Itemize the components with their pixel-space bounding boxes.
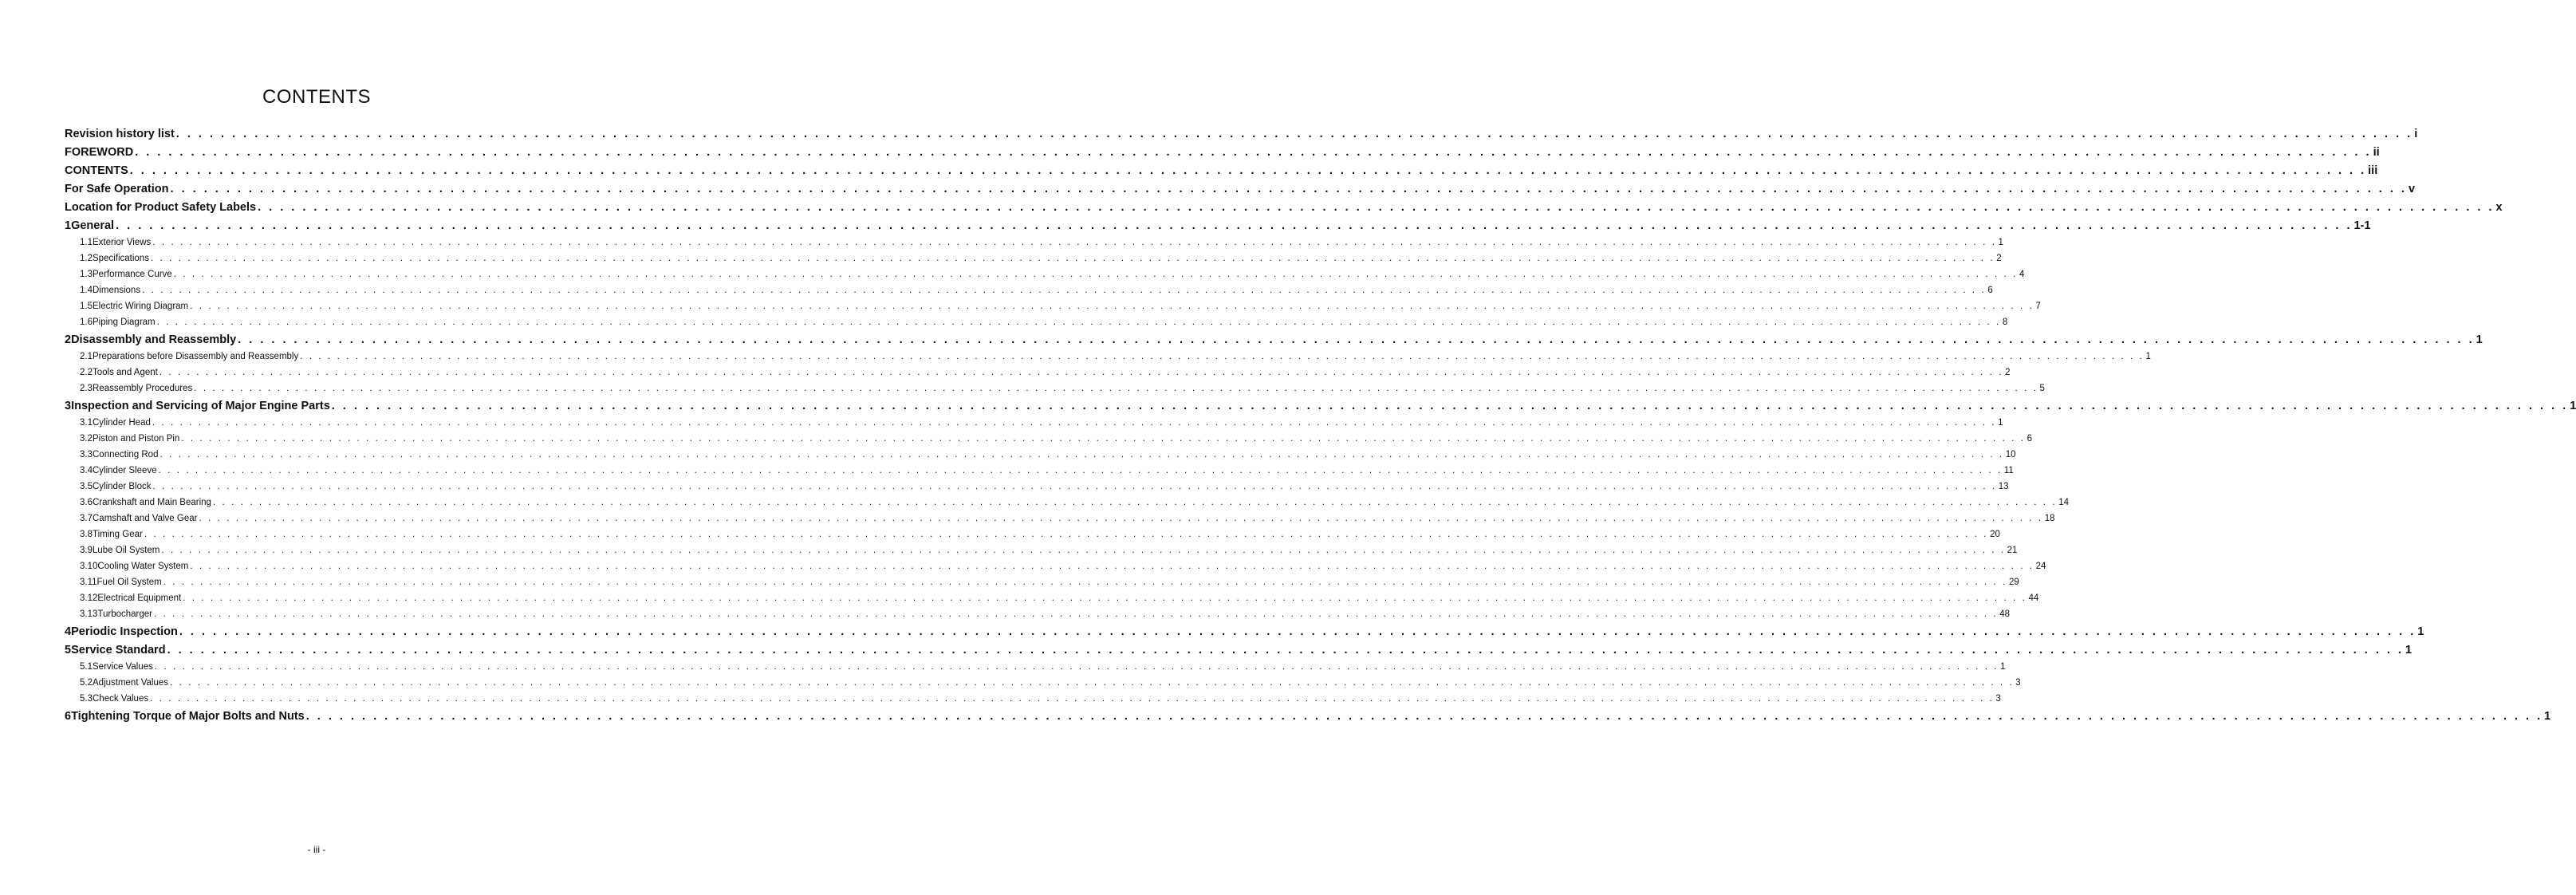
toc-entry-number: 2.2 bbox=[80, 368, 93, 377]
toc-entry-number: 1.2 bbox=[80, 254, 93, 263]
toc-entry-title: Exterior Views bbox=[93, 238, 152, 247]
toc-entry-page: 6 bbox=[2027, 434, 2032, 444]
toc-entry-page: 3 bbox=[1995, 694, 2001, 704]
toc-entry-page: 1 bbox=[1998, 418, 2003, 428]
dot-leader: . . . . . . . . . . . . . . . . . . . . . . . . . . . . . . . . . . . . . . . . . . . . . . . . . . . . . . . . . . . . . . . . . . . . . . . . . . . . . . . . . . . . . . . . . . . . . . . . . . . . . . . . . . . . . . . . . . . . . . . . . . . . . . . . . . . . . . . . . . . . . . . . . . . . . . . . . . . . . . . . . . . . . . . . . . . . . . . . . . . . . . . . . . . . . . . . . . . . . . . . bbox=[190, 562, 2034, 571]
toc-entry-title: Check Values bbox=[93, 694, 149, 704]
toc-entry-title: Tightening Torque of Major Bolts and Nuts bbox=[71, 710, 305, 723]
toc-entry-title: Location for Product Safety Labels bbox=[65, 201, 257, 214]
toc-entry[interactable] bbox=[65, 286, 1993, 302]
dot-leader: . . . . . . . . . . . . . . . . . . . . . . . . . . . . . . . . . . . . . . . . . . . . . . . . . . . . . . . . . . . . . . . . . . . . . . . . . . . . . . . . . . . . . . . . . . . . . . . . . . . . . . . . . . . . . . . . . . . . . . . . . . . . . . . . . . . . . . . . . . . . . . . . . . . . . . . . . . . . . . . . . . . . . . . . . . . . . . . . . . . . . . . . . . . . . . . . . . . . . . . . bbox=[152, 238, 1997, 247]
page-title: CONTENTS bbox=[262, 86, 371, 108]
dot-leader: . . . . . . . . . . . . . . . . . . . . . . . . . . . . . . . . . . . . . . . . . . . . . . . . . . . . . . . . . . . . . . . . . . . . . . . . . . . . . . . . . . . . . . . . . . . . . . . . . . . . . . . . . . . . . . . . . . . . . . . . . . . . . . . . . . . . . . . . . . . . . . . . . . . . . . . . . . . . . . . . . . . . . . . . . . . . . . . . . . . . . . . . . . . . . . . . . . . . . . . . bbox=[142, 286, 1987, 295]
dot-leader: . . . . . . . . . . . . . . . . . . . . . . . . . . . . . . . . . . . . . . . . . . . . . . . . . . . . . . . . . . . . . . . . . . . . . . . . . . . . . . . . . . . . . . . . . . . . . . . . . . . . . . . . . . . . . . . . . . . . . . . . . . . . . . . . . . . . . . . . . . . . . . . . . . . . . . . . . . . . . . . . . . . . . . . . . . . . . . . . . . . . . . . . . . . . . . . . . . . . . . . . bbox=[181, 434, 2026, 444]
toc-entry-title: Cylinder Head bbox=[93, 418, 151, 428]
toc-entry[interactable] bbox=[65, 352, 2151, 368]
toc-entry[interactable] bbox=[65, 164, 2378, 183]
toc-entry[interactable] bbox=[65, 333, 2483, 352]
toc-entry-number: 1.5 bbox=[80, 302, 93, 311]
dot-leader: . . . . . . . . . . . . . . . . . . . . . . . . . . . . . . . . . . . . . . . . . . . . . . . . . . . . . . . . . . . . . . . . . . . . . . . . . . . . . . . . . . . . . . . . . . . . . . . . . . . . . . . . . . . . . . . . . . . . . . . . . . . . . . . . . . . . . . . . . . . . . . . . . . . . . . . . . . . . . . . . . . . . . . . . . . . . . . . . . . . . . . . . . . . . . . . . . . . . . . . . bbox=[159, 368, 2004, 377]
toc-entry-page: 29 bbox=[2008, 578, 2019, 587]
toc-entry-number: 3.12 bbox=[80, 593, 98, 603]
dot-leader: . . . . . . . . . . . . . . . . . . . . . . . . . . . . . . . . . . . . . . . . . . . . . . . . . . . . . . . . . . . . . . . . . . . . . . . . . . . . . . . . . . . . . . . . . . . . . . . . . . . . . . . . . . . . . . . . . . . . . . . . . . . . . . . . . . . . . . . . . . . . . . . . . . . . . . . . . . . . . . . . . . . . . . . . . . . . . . . . . . . . . . . . . . . . . . . . . . . . . . . . bbox=[300, 352, 2145, 361]
toc-entry-number: 3.8 bbox=[80, 530, 93, 539]
toc-entry-page: 2 bbox=[1996, 254, 2002, 263]
toc-entry-number: 3.4 bbox=[80, 466, 93, 475]
toc-entry-number: 5 bbox=[65, 644, 72, 656]
toc-entry-page: 18 bbox=[2044, 514, 2055, 523]
dot-leader: . . . . . . . . . . . . . . . . . . . . . . . . . . . . . . . . . . . . . . . . . . . . . . . . . . . . . . . . . . . . . . . . . . . . . . . . . . . . . . . . . . . . . . . . . . . . . . . . . . . . . . . . . . . . . . . . . . . . . . . . . . . . . . . . . . . . . . . . . . . . . . . . . . . . . . . . . . . . . . . . . . . . . . . . . . . . . . . . . . . . . . . . . . . . . . . . . . . . . . . . bbox=[154, 662, 1999, 672]
toc-entry-title: Electrical Equipment bbox=[97, 593, 182, 603]
toc-entry-number: 3.13 bbox=[80, 609, 98, 619]
toc-entry-number: 3.11 bbox=[80, 578, 97, 587]
toc-entry[interactable] bbox=[65, 609, 2011, 625]
dot-leader: . . . . . . . . . . . . . . . . . . . . . . . . . . . . . . . . . . . . . . . . . . . . . . . . . . . . . . . . . . . . . . . . . . . . . . . . . . . . . . . . . . . . . . . . . . . . . . . . . . . . . . . . . . . . . . . . . . . . . . . . . . . . . . . . . . . . . . . . . . . . . . . . . . . . . . . . . . . . . . . . . . . . . . . . . . . . . . . . . . . . . . . . . . . . . . . . . . . . . . . . bbox=[158, 466, 2003, 475]
toc-entry[interactable] bbox=[65, 434, 2032, 450]
toc-entry-title: Turbocharger bbox=[97, 609, 152, 619]
toc-entry[interactable] bbox=[65, 562, 2046, 578]
toc-entry-page: 1 bbox=[2570, 400, 2576, 412]
toc-entry[interactable] bbox=[65, 302, 2041, 317]
toc-entry-number: 3 bbox=[65, 400, 72, 412]
toc-entry-title: Cooling Water System bbox=[97, 562, 189, 571]
toc-entry-number: 5.2 bbox=[80, 678, 93, 688]
toc-entry-page: x bbox=[2495, 201, 2503, 214]
dot-leader: . . . . . . . . . . . . . . . . . . . . . . . . . . . . . . . . . . . . . . . . . . . . . . . . . . . . . . . . . . . . . . . . . . . . . . . . . . . . . . . . . . . . . . . . . . . . . . . . . . . . . . . . . . . . . . . . . . . . . . . . . . . . . . . . . . . . . . . . . . . . . . . . . . . . . . . . . . . . . . . . . . . . . . . . . . . . . . . . . . . . . . . . . . . . . . . . . . . . . . . . bbox=[150, 254, 1995, 263]
toc-entry-number: 1.4 bbox=[80, 286, 93, 295]
dot-leader: . . . . . . . . . . . . . . . . . . . . . . . . . . . . . . . . . . . . . . . . . . . . . . . . . . . . . . . . . . . . . . . . . . . . . . . . . . . . . . . . . . . . . . . . . . . . . . . . . . . . . . . . . . . . . . . . . . . . . . . . . . . . . . . . . . . . . . . . . . . . . . . . . . . . . . . . . . . . . . . . . . . . . . . . . . . . . . . . . . . . . . . . . . . . . . . . . . . . . . . . bbox=[163, 578, 2007, 587]
toc-entry-page: 1 bbox=[2000, 662, 2006, 672]
dot-leader: . . . . . . . . . . . . . . . . . . . . . . . . . . . . . . . . . . . . . . . . . . . . . . . . . . . . . . . . . . . . . . . . . . . . . . . . . . . . . . . . . . . . . . . . . . . . . . . . . . . . . . . . . . . . . . . . . . . . . . . . . . . . . . . . . . . . . . . . . . . . . . . . . . . . . . . . . . . . . . . . . . . . . . . . . . . . . . . . . . . . . . . . . . . . . . . . . . . . . . . . bbox=[167, 644, 2404, 656]
toc-entry-title: Preparations before Disassembly and Reassembly bbox=[93, 352, 299, 361]
toc-entry-number: 1.3 bbox=[80, 270, 93, 279]
toc-entry-page: i bbox=[2414, 128, 2418, 140]
toc-entry-number: 1.6 bbox=[80, 317, 93, 327]
toc-entry-number: 3.6 bbox=[80, 498, 93, 507]
toc-entry[interactable] bbox=[65, 578, 2019, 593]
toc-entry-title: Reassembly Procedures bbox=[93, 384, 193, 393]
toc-entry-page: ii bbox=[2373, 146, 2380, 159]
toc-entry-page: 21 bbox=[2007, 546, 2018, 555]
dot-leader: . . . . . . . . . . . . . . . . . . . . . . . . . . . . . . . . . . . . . . . . . . . . . . . . . . . . . . . . . . . . . . . . . . . . . . . . . . . . . . . . . . . . . . . . . . . . . . . . . . . . . . . . . . . . . . . . . . . . . . . . . . . . . . . . . . . . . . . . . . . . . . . . . . . . . . . . . . . . . . . . . . . . . . . . . . . . . . . . . . . . . . . . . . . . . . . . . . . . . . . . bbox=[194, 384, 2038, 393]
toc-entry-number: 3.2 bbox=[80, 434, 93, 444]
toc-entry-number: 3.5 bbox=[80, 482, 93, 491]
toc-entry-page: 14 bbox=[2058, 498, 2069, 507]
toc-entry-page: 5 bbox=[2039, 384, 2045, 393]
dot-leader: . . . . . . . . . . . . . . . . . . . . . . . . . . . . . . . . . . . . . . . . . . . . . . . . . . . . . . . . . . . . . . . . . . . . . . . . . . . . . . . . . . . . . . . . . . . . . . . . . . . . . . . . . . . . . . . . . . . . . . . . . . . . . . . . . . . . . . . . . . . . . . . . . . . . . . . . . . . . . . . . . . . . . . . . . . . . . . . . . . . . . . . . . . . . . . . . . . . . . . . . bbox=[152, 482, 1997, 491]
toc-entry-number: 3.1 bbox=[80, 418, 93, 428]
dot-leader: . . . . . . . . . . . . . . . . . . . . . . . . . . . . . . . . . . . . . . . . . . . . . . . . . . . . . . . . . . . . . . . . . . . . . . . . . . . . . . . . . . . . . . . . . . . . . . . . . . . . . . . . . . . . . . . . . . . . . . . . . . . . . . . . . . . . . . . . . . . . . . . . . . . . . . . . . . . . . . . . . . . . . . . . . . . . . . . . . . . . . . . . . . . . . . . . . . . . . . . . bbox=[152, 418, 1997, 428]
dot-leader: . . . . . . . . . . . . . . . . . . . . . . . . . . . . . . . . . . . . . . . . . . . . . . . . . . . . . . . . . . . . . . . . . . . . . . . . . . . . . . . . . . . . . . . . . . . . . . . . . . . . . . . . . . . . . . . . . . . . . . . . . . . . . . . . . . . . . . . . . . . . . . . . . . . . . . . . . . . . . . . . . . . . . . . . . . . . . . . . . . . . . . . . . . . . . . . . . . . . . . . . bbox=[156, 317, 2001, 327]
dot-leader: . . . . . . . . . . . . . . . . . . . . . . . . . . . . . . . . . . . . . . . . . . . . . . . . . . . . . . . . . . . . . . . . . . . . . . . . . . . . . . . . . . . . . . . . . . . . . . . . . . . . . . . . . . . . . . . . . . . . . . . . . . . . . . . . . . . . . . . . . . . . . . . . . . . . . . . . . . . . . . . . . . . . . . . . . . . . . . . . . . . . . . . . . . . . . . . . . . . . . . . . bbox=[173, 270, 2018, 279]
dot-leader: . . . . . . . . . . . . . . . . . . . . . . . . . . . . . . . . . . . . . . . . . . . . . . . . . . . . . . . . . . . . . . . . . . . . . . . . . . . . . . . . . . . . . . . . . . . . . . . . . . . . . . . . . . . . . . . . . . . . . . . . . . . . . . . . . . . . . . . . . . . . . . . . . . . . . . . . . . . . . . . . . . . . . . . . . . . . . . . . . . . . . . . . . . . . . . . . . . . . . . . . bbox=[150, 694, 1995, 704]
toc-entry-number: 6 bbox=[65, 710, 72, 723]
toc-entry-page: 8 bbox=[2002, 317, 2008, 327]
toc-entry[interactable] bbox=[65, 317, 2008, 333]
toc-entry-title: Service Values bbox=[93, 662, 153, 672]
toc-entry-page: 24 bbox=[2035, 562, 2046, 571]
toc-entry-page: 2 bbox=[2005, 368, 2011, 377]
toc-entry[interactable] bbox=[65, 219, 2371, 238]
toc-entry[interactable] bbox=[65, 644, 2413, 662]
toc-entry[interactable] bbox=[65, 530, 2000, 546]
toc-entry-title: Periodic Inspection bbox=[71, 625, 178, 638]
toc-entry[interactable] bbox=[65, 678, 2021, 694]
dot-leader: . . . . . . . . . . . . . . . . . . . . . . . . . . . . . . . . . . . . . . . . . . . . . . . . . . . . . . . . . . . . . . . . . . . . . . . . . . . . . . . . . . . . . . . . . . . . . . . . . . . . . . . . . . . . . . . . . . . . . . . . . . . . . . . . . . . . . . . . . . . . . . . . . . . . . . . . . . . . . . . . . . . . . . . . . . . . . . . . . . . . . . . . . . . . . . . . . . . . . . . . bbox=[331, 400, 2569, 412]
toc-entry[interactable] bbox=[65, 466, 2014, 482]
toc-entry-page: 4 bbox=[2019, 270, 2025, 279]
toc-entry-number: 1 bbox=[65, 219, 72, 232]
toc-entry-title: Tools and Agent bbox=[93, 368, 158, 377]
toc-entry[interactable] bbox=[65, 498, 2069, 514]
dot-leader: . . . . . . . . . . . . . . . . . . . . . . . . . . . . . . . . . . . . . . . . . . . . . . . . . . . . . . . . . . . . . . . . . . . . . . . . . . . . . . . . . . . . . . . . . . . . . . . . . . . . . . . . . . . . . . . . . . . . . . . . . . . . . . . . . . . . . . . . . . . . . . . . . . . . . . . . . . . . . . . . . . . . . . . . . . . . . . . . . . . . . . . . . . . . . . . . . . . . . . . . bbox=[129, 164, 2367, 177]
toc-entry[interactable] bbox=[65, 710, 2551, 728]
toc-entry-page: v bbox=[2408, 183, 2416, 195]
dot-leader: . . . . . . . . . . . . . . . . . . . . . . . . . . . . . . . . . . . . . . . . . . . . . . . . . . . . . . . . . . . . . . . . . . . . . . . . . . . . . . . . . . . . . . . . . . . . . . . . . . . . . . . . . . . . . . . . . . . . . . . . . . . . . . . . . . . . . . . . . . . . . . . . . . . . . . . . . . . . . . . . . . . . . . . . . . . . . . . . . . . . . . . . . . . . . . . . . . . . . . . . bbox=[305, 710, 2543, 723]
toc-entry[interactable] bbox=[65, 201, 2503, 219]
toc-entry-title: FOREWORD bbox=[65, 146, 134, 159]
dot-leader: . . . . . . . . . . . . . . . . . . . . . . . . . . . . . . . . . . . . . . . . . . . . . . . . . . . . . . . . . . . . . . . . . . . . . . . . . . . . . . . . . . . . . . . . . . . . . . . . . . . . . . . . . . . . . . . . . . . . . . . . . . . . . . . . . . . . . . . . . . . . . . . . . . . . . . . . . . . . . . . . . . . . . . . . . . . . . . . . . . . . . . . . . . . . . . . . . . . . . . . . bbox=[190, 302, 2034, 311]
dot-leader: . . . . . . . . . . . . . . . . . . . . . . . . . . . . . . . . . . . . . . . . . . . . . . . . . . . . . . . . . . . . . . . . . . . . . . . . . . . . . . . . . . . . . . . . . . . . . . . . . . . . . . . . . . . . . . . . . . . . . . . . . . . . . . . . . . . . . . . . . . . . . . . . . . . . . . . . . . . . . . . . . . . . . . . . . . . . . . . . . . . . . . . . . . . . . . . . . . . . . . . . bbox=[161, 546, 2006, 555]
toc-entry-page: 3 bbox=[2015, 678, 2021, 688]
toc-entry-number: 4 bbox=[65, 625, 72, 638]
toc-entry-number: 5.1 bbox=[80, 662, 93, 672]
toc-entry[interactable] bbox=[65, 593, 2039, 609]
table-of-contents bbox=[65, 128, 2576, 728]
toc-entry-number: 2 bbox=[65, 333, 72, 346]
toc-entry-title: Service Standard bbox=[71, 644, 166, 656]
toc-entry[interactable] bbox=[65, 368, 2011, 384]
toc-entry-page: 1 bbox=[2145, 352, 2151, 361]
toc-entry-page: 10 bbox=[2005, 450, 2016, 459]
toc-entry[interactable] bbox=[65, 238, 2003, 254]
toc-entry-title: Performance Curve bbox=[93, 270, 172, 279]
toc-entry-page: 6 bbox=[1987, 286, 1993, 295]
toc-entry-title: Inspection and Servicing of Major Engine Parts bbox=[71, 400, 330, 412]
toc-entry-page: 1 bbox=[1998, 238, 2003, 247]
toc-entry[interactable] bbox=[65, 514, 2055, 530]
toc-entry[interactable] bbox=[65, 270, 2025, 286]
dot-leader: . . . . . . . . . . . . . . . . . . . . . . . . . . . . . . . . . . . . . . . . . . . . . . . . . . . . . . . . . . . . . . . . . . . . . . . . . . . . . . . . . . . . . . . . . . . . . . . . . . . . . . . . . . . . . . . . . . . . . . . . . . . . . . . . . . . . . . . . . . . . . . . . . . . . . . . . . . . . . . . . . . . . . . . . . . . . . . . . . . . . . . . . . . . . . . . . . . . . . . . . bbox=[160, 450, 2004, 459]
toc-entry-number: 2.3 bbox=[80, 384, 93, 393]
toc-entry-title: Disassembly and Reassembly bbox=[71, 333, 237, 346]
toc-entry[interactable] bbox=[65, 662, 2006, 678]
toc-entry-page: 11 bbox=[2003, 466, 2014, 475]
page-number-footer: - iii - bbox=[307, 844, 326, 855]
dot-leader: . . . . . . . . . . . . . . . . . . . . . . . . . . . . . . . . . . . . . . . . . . . . . . . . . . . . . . . . . . . . . . . . . . . . . . . . . . . . . . . . . . . . . . . . . . . . . . . . . . . . . . . . . . . . . . . . . . . . . . . . . . . . . . . . . . . . . . . . . . . . . . . . . . . . . . . . . . . . . . . . . . . . . . . . . . . . . . . . . . . . . . . . . . . . . . . . . . . . . . . . bbox=[154, 609, 1999, 619]
toc-entry-number: 3.3 bbox=[80, 450, 93, 459]
toc-entry-title: Specifications bbox=[93, 254, 149, 263]
dot-leader: . . . . . . . . . . . . . . . . . . . . . . . . . . . . . . . . . . . . . . . . . . . . . . . . . . . . . . . . . . . . . . . . . . . . . . . . . . . . . . . . . . . . . . . . . . . . . . . . . . . . . . . . . . . . . . . . . . . . . . . . . . . . . . . . . . . . . . . . . . . . . . . . . . . . . . . . . . . . . . . . . . . . . . . . . . . . . . . . . . . . . . . . . . . . . . . . . . . . . . . . bbox=[258, 201, 2495, 214]
toc-entry-page: 1-1 bbox=[2353, 219, 2371, 232]
dot-leader: . . . . . . . . . . . . . . . . . . . . . . . . . . . . . . . . . . . . . . . . . . . . . . . . . . . . . . . . . . . . . . . . . . . . . . . . . . . . . . . . . . . . . . . . . . . . . . . . . . . . . . . . . . . . . . . . . . . . . . . . . . . . . . . . . . . . . . . . . . . . . . . . . . . . . . . . . . . . . . . . . . . . . . . . . . . . . . . . . . . . . . . . . . . . . . . . . . . . . . . . bbox=[116, 219, 2353, 232]
toc-entry-title: Revision history list bbox=[65, 128, 175, 140]
toc-entry-title: Crankshaft and Main Bearing bbox=[93, 498, 211, 507]
toc-entry-page: 20 bbox=[1990, 530, 2000, 539]
toc-entry-title: Dimensions bbox=[93, 286, 141, 295]
toc-entry-title: Electric Wiring Diagram bbox=[93, 302, 189, 311]
dot-leader: . . . . . . . . . . . . . . . . . . . . . . . . . . . . . . . . . . . . . . . . . . . . . . . . . . . . . . . . . . . . . . . . . . . . . . . . . . . . . . . . . . . . . . . . . . . . . . . . . . . . . . . . . . . . . . . . . . . . . . . . . . . . . . . . . . . . . . . . . . . . . . . . . . . . . . . . . . . . . . . . . . . . . . . . . . . . . . . . . . . . . . . . . . . . . . . . . . . . . . . . bbox=[212, 498, 2058, 507]
toc-entry-page: 1 bbox=[2417, 625, 2424, 638]
toc-entry-page: 1 bbox=[2544, 710, 2551, 723]
toc-entry-number: 5.3 bbox=[80, 694, 93, 704]
toc-entry-page: iii bbox=[2368, 164, 2378, 177]
dot-leader: . . . . . . . . . . . . . . . . . . . . . . . . . . . . . . . . . . . . . . . . . . . . . . . . . . . . . . . . . . . . . . . . . . . . . . . . . . . . . . . . . . . . . . . . . . . . . . . . . . . . . . . . . . . . . . . . . . . . . . . . . . . . . . . . . . . . . . . . . . . . . . . . . . . . . . . . . . . . . . . . . . . . . . . . . . . . . . . . . . . . . . . . . . . . . . . . . . . . . . . . bbox=[238, 333, 2475, 346]
toc-entry-title: Camshaft and Valve Gear bbox=[93, 514, 198, 523]
dot-leader: . . . . . . . . . . . . . . . . . . . . . . . . . . . . . . . . . . . . . . . . . . . . . . . . . . . . . . . . . . . . . . . . . . . . . . . . . . . . . . . . . . . . . . . . . . . . . . . . . . . . . . . . . . . . . . . . . . . . . . . . . . . . . . . . . . . . . . . . . . . . . . . . . . . . . . . . . . . . . . . . . . . . . . . . . . . . . . . . . . . . . . . . . . . . . . . . . . . . . . . . bbox=[170, 678, 2015, 688]
toc-entry[interactable] bbox=[65, 128, 2418, 146]
toc-entry-page: 48 bbox=[1999, 609, 2011, 619]
toc-entry[interactable] bbox=[65, 384, 2045, 400]
toc-entry-title: Piston and Piston Pin bbox=[93, 434, 180, 444]
toc-entry-title: General bbox=[71, 219, 115, 232]
toc-entry-page: 1 bbox=[2476, 333, 2483, 346]
toc-entry[interactable] bbox=[65, 546, 2018, 562]
toc-entry-number: 1.1 bbox=[80, 238, 93, 247]
toc-entry[interactable] bbox=[65, 418, 2003, 434]
toc-entry[interactable] bbox=[65, 146, 2380, 164]
toc-entry-title: For Safe Operation bbox=[65, 183, 169, 195]
toc-entry-title: Cylinder Block bbox=[93, 482, 152, 491]
toc-entry-number: 3.7 bbox=[80, 514, 93, 523]
dot-leader: . . . . . . . . . . . . . . . . . . . . . . . . . . . . . . . . . . . . . . . . . . . . . . . . . . . . . . . . . . . . . . . . . . . . . . . . . . . . . . . . . . . . . . . . . . . . . . . . . . . . . . . . . . . . . . . . . . . . . . . . . . . . . . . . . . . . . . . . . . . . . . . . . . . . . . . . . . . . . . . . . . . . . . . . . . . . . . . . . . . . . . . . . . . . . . . . . . . . . . . . bbox=[183, 593, 2027, 603]
toc-entry[interactable] bbox=[65, 450, 2016, 466]
dot-leader: . . . . . . . . . . . . . . . . . . . . . . . . . . . . . . . . . . . . . . . . . . . . . . . . . . . . . . . . . . . . . . . . . . . . . . . . . . . . . . . . . . . . . . . . . . . . . . . . . . . . . . . . . . . . . . . . . . . . . . . . . . . . . . . . . . . . . . . . . . . . . . . . . . . . . . . . . . . . . . . . . . . . . . . . . . . . . . . . . . . . . . . . . . . . . . . . . . . . . . . . bbox=[135, 146, 2372, 159]
toc-entry-title: Connecting Rod bbox=[93, 450, 159, 459]
toc-entry-page: 7 bbox=[2035, 302, 2041, 311]
toc-entry[interactable] bbox=[65, 254, 2002, 270]
toc-entry-title: Cylinder Sleeve bbox=[93, 466, 157, 475]
dot-leader: . . . . . . . . . . . . . . . . . . . . . . . . . . . . . . . . . . . . . . . . . . . . . . . . . . . . . . . . . . . . . . . . . . . . . . . . . . . . . . . . . . . . . . . . . . . . . . . . . . . . . . . . . . . . . . . . . . . . . . . . . . . . . . . . . . . . . . . . . . . . . . . . . . . . . . . . . . . . . . . . . . . . . . . . . . . . . . . . . . . . . . . . . . . . . . . . . . . . . . . . bbox=[199, 514, 2043, 523]
toc-entry-page: 1 bbox=[2405, 644, 2413, 656]
toc-entry-title: Fuel Oil System bbox=[97, 578, 162, 587]
dot-leader: . . . . . . . . . . . . . . . . . . . . . . . . . . . . . . . . . . . . . . . . . . . . . . . . . . . . . . . . . . . . . . . . . . . . . . . . . . . . . . . . . . . . . . . . . . . . . . . . . . . . . . . . . . . . . . . . . . . . . . . . . . . . . . . . . . . . . . . . . . . . . . . . . . . . . . . . . . . . . . . . . . . . . . . . . . . . . . . . . . . . . . . . . . . . . . . . . . . . . . . . bbox=[179, 625, 2416, 638]
toc-entry-title: Adjustment Values bbox=[93, 678, 169, 688]
toc-entry-title: Piping Diagram bbox=[93, 317, 156, 327]
toc-entry-page: 44 bbox=[2028, 593, 2039, 603]
dot-leader: . . . . . . . . . . . . . . . . . . . . . . . . . . . . . . . . . . . . . . . . . . . . . . . . . . . . . . . . . . . . . . . . . . . . . . . . . . . . . . . . . . . . . . . . . . . . . . . . . . . . . . . . . . . . . . . . . . . . . . . . . . . . . . . . . . . . . . . . . . . . . . . . . . . . . . . . . . . . . . . . . . . . . . . . . . . . . . . . . . . . . . . . . . . . . . . . . . . . . . . . bbox=[144, 530, 1989, 539]
toc-entry[interactable] bbox=[65, 625, 2424, 644]
toc-entry[interactable] bbox=[65, 694, 2001, 710]
toc-entry[interactable] bbox=[65, 400, 2576, 418]
toc-entry-number: 2.1 bbox=[80, 352, 93, 361]
toc-entry-title: CONTENTS bbox=[65, 164, 128, 177]
toc-entry-page: 13 bbox=[1998, 482, 2009, 491]
toc-entry-number: 3.10 bbox=[80, 562, 98, 571]
toc-entry-title: Lube Oil System bbox=[93, 546, 160, 555]
dot-leader: . . . . . . . . . . . . . . . . . . . . . . . . . . . . . . . . . . . . . . . . . . . . . . . . . . . . . . . . . . . . . . . . . . . . . . . . . . . . . . . . . . . . . . . . . . . . . . . . . . . . . . . . . . . . . . . . . . . . . . . . . . . . . . . . . . . . . . . . . . . . . . . . . . . . . . . . . . . . . . . . . . . . . . . . . . . . . . . . . . . . . . . . . . . . . . . . . . . . . . . . bbox=[175, 128, 2413, 140]
toc-entry-number: 3.9 bbox=[80, 546, 93, 555]
toc-entry-title: Timing Gear bbox=[93, 530, 143, 539]
toc-entry[interactable] bbox=[65, 183, 2416, 201]
dot-leader: . . . . . . . . . . . . . . . . . . . . . . . . . . . . . . . . . . . . . . . . . . . . . . . . . . . . . . . . . . . . . . . . . . . . . . . . . . . . . . . . . . . . . . . . . . . . . . . . . . . . . . . . . . . . . . . . . . . . . . . . . . . . . . . . . . . . . . . . . . . . . . . . . . . . . . . . . . . . . . . . . . . . . . . . . . . . . . . . . . . . . . . . . . . . . . . . . . . . . . . . bbox=[170, 183, 2407, 195]
toc-entry[interactable] bbox=[65, 482, 2009, 498]
